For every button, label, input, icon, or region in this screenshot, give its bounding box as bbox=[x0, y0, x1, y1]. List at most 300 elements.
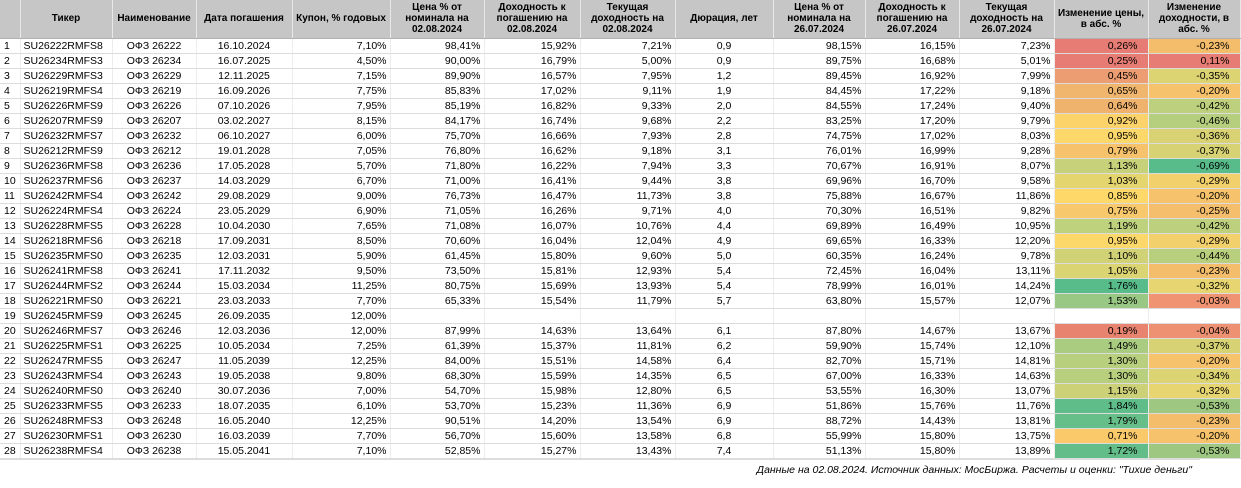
cell-ytm-0208: 16,79% bbox=[484, 53, 580, 68]
cell-price-change: 1,13% bbox=[1054, 158, 1148, 173]
cell-ticker: SU26233RMFS5 bbox=[20, 398, 112, 413]
cell-duration: 4,4 bbox=[675, 218, 773, 233]
cell-ticker: SU26246RMFS7 bbox=[20, 323, 112, 338]
cell-current-yield-0208: 9,11% bbox=[580, 83, 675, 98]
cell-ytm-0208: 16,66% bbox=[484, 128, 580, 143]
cell-yield-change: -0,42% bbox=[1148, 218, 1240, 233]
cell-current-yield-0208 bbox=[580, 308, 675, 323]
cell-row-index: 23 bbox=[0, 368, 20, 383]
cell-ytm-0208: 14,20% bbox=[484, 413, 580, 428]
cell-maturity-date: 17.09.2031 bbox=[196, 233, 292, 248]
cell-current-yield-2607: 9,79% bbox=[959, 113, 1054, 128]
cell-coupon: 6,70% bbox=[292, 173, 390, 188]
cell-bond-name: ОФЗ 26237 bbox=[112, 173, 196, 188]
cell-bond-name: ОФЗ 26238 bbox=[112, 443, 196, 458]
cell-current-yield-2607: 9,18% bbox=[959, 83, 1054, 98]
cell-coupon: 12,25% bbox=[292, 413, 390, 428]
cell-maturity-date: 14.03.2029 bbox=[196, 173, 292, 188]
cell-price-change: 0,85% bbox=[1054, 188, 1148, 203]
cell-ticker: SU26232RMFS7 bbox=[20, 128, 112, 143]
cell-duration: 6,5 bbox=[675, 383, 773, 398]
cell-yield-change: -0,34% bbox=[1148, 368, 1240, 383]
cell-duration: 2,2 bbox=[675, 113, 773, 128]
cell-coupon: 5,90% bbox=[292, 248, 390, 263]
cell-price-2607: 78,99% bbox=[773, 278, 865, 293]
cell-ytm-2607: 16,70% bbox=[865, 173, 959, 188]
cell-row-index: 28 bbox=[0, 443, 20, 458]
cell-ytm-2607: 14,67% bbox=[865, 323, 959, 338]
cell-price-0208: 80,75% bbox=[390, 278, 484, 293]
cell-current-yield-0208: 9,44% bbox=[580, 173, 675, 188]
cell-coupon: 7,10% bbox=[292, 38, 390, 53]
cell-bond-name: ОФЗ 26207 bbox=[112, 113, 196, 128]
table-row bbox=[0, 203, 1240, 218]
cell-maturity-date: 16.07.2025 bbox=[196, 53, 292, 68]
cell-current-yield-2607 bbox=[959, 308, 1054, 323]
cell-ticker: SU26230RMFS1 bbox=[20, 428, 112, 443]
cell-bond-name: ОФЗ 26233 bbox=[112, 398, 196, 413]
cell-price-0208: 54,70% bbox=[390, 383, 484, 398]
cell-price-0208: 84,00% bbox=[390, 353, 484, 368]
cell-current-yield-0208: 13,64% bbox=[580, 323, 675, 338]
table-row bbox=[0, 113, 1240, 128]
cell-price-change: 1,72% bbox=[1054, 443, 1148, 458]
cell-coupon: 11,25% bbox=[292, 278, 390, 293]
cell-ytm-0208: 16,74% bbox=[484, 113, 580, 128]
cell-coupon: 9,00% bbox=[292, 188, 390, 203]
header-price-change: Изменение цены, в абс. % bbox=[1054, 0, 1148, 38]
header-index bbox=[0, 0, 20, 38]
table-body bbox=[0, 38, 1240, 458]
cell-yield-change: -0,32% bbox=[1148, 383, 1240, 398]
cell-duration: 0,9 bbox=[675, 53, 773, 68]
cell-current-yield-0208: 7,94% bbox=[580, 158, 675, 173]
cell-ytm-0208: 15,80% bbox=[484, 248, 580, 263]
cell-duration: 4,0 bbox=[675, 203, 773, 218]
cell-coupon: 7,75% bbox=[292, 83, 390, 98]
cell-ytm-0208: 15,37% bbox=[484, 338, 580, 353]
cell-ticker: SU26240RMFS0 bbox=[20, 383, 112, 398]
cell-price-2607: 72,45% bbox=[773, 263, 865, 278]
cell-current-yield-0208: 14,35% bbox=[580, 368, 675, 383]
cell-ytm-2607: 17,20% bbox=[865, 113, 959, 128]
cell-maturity-date: 10.04.2030 bbox=[196, 218, 292, 233]
cell-ticker: SU26218RMFS6 bbox=[20, 233, 112, 248]
cell-current-yield-2607: 12,07% bbox=[959, 293, 1054, 308]
cell-bond-name: ОФЗ 26219 bbox=[112, 83, 196, 98]
cell-ticker: SU26212RMFS9 bbox=[20, 143, 112, 158]
cell-duration: 5,7 bbox=[675, 293, 773, 308]
cell-current-yield-2607: 9,82% bbox=[959, 203, 1054, 218]
cell-duration: 6,1 bbox=[675, 323, 773, 338]
cell-price-change: 0,92% bbox=[1054, 113, 1148, 128]
cell-ytm-0208: 16,82% bbox=[484, 98, 580, 113]
cell-price-change: 1,30% bbox=[1054, 368, 1148, 383]
cell-coupon: 6,00% bbox=[292, 128, 390, 143]
cell-ytm-2607: 16,51% bbox=[865, 203, 959, 218]
cell-bond-name: ОФЗ 26230 bbox=[112, 428, 196, 443]
cell-maturity-date: 15.03.2034 bbox=[196, 278, 292, 293]
cell-row-index: 8 bbox=[0, 143, 20, 158]
cell-price-change: 0,95% bbox=[1054, 128, 1148, 143]
cell-price-2607: 53,55% bbox=[773, 383, 865, 398]
cell-row-index: 6 bbox=[0, 113, 20, 128]
cell-row-index: 26 bbox=[0, 413, 20, 428]
cell-yield-change: -0,20% bbox=[1148, 188, 1240, 203]
cell-price-2607: 51,13% bbox=[773, 443, 865, 458]
cell-current-yield-0208: 9,60% bbox=[580, 248, 675, 263]
cell-price-2607: 69,65% bbox=[773, 233, 865, 248]
cell-price-change: 1,10% bbox=[1054, 248, 1148, 263]
cell-row-index: 12 bbox=[0, 203, 20, 218]
table-row bbox=[0, 428, 1240, 443]
cell-current-yield-0208: 13,93% bbox=[580, 278, 675, 293]
cell-maturity-date: 23.05.2029 bbox=[196, 203, 292, 218]
cell-price-0208: 71,08% bbox=[390, 218, 484, 233]
cell-price-2607: 70,67% bbox=[773, 158, 865, 173]
cell-price-0208: 76,73% bbox=[390, 188, 484, 203]
cell-current-yield-2607: 14,63% bbox=[959, 368, 1054, 383]
cell-ticker: SU26243RMFS4 bbox=[20, 368, 112, 383]
cell-coupon: 7,10% bbox=[292, 443, 390, 458]
cell-price-0208: 71,05% bbox=[390, 203, 484, 218]
cell-price-change: 0,95% bbox=[1054, 233, 1148, 248]
cell-bond-name: ОФЗ 26241 bbox=[112, 263, 196, 278]
cell-bond-name: ОФЗ 26218 bbox=[112, 233, 196, 248]
cell-duration: 3,8 bbox=[675, 188, 773, 203]
table-row bbox=[0, 128, 1240, 143]
cell-price-2607: 75,88% bbox=[773, 188, 865, 203]
cell-price-0208 bbox=[390, 308, 484, 323]
cell-current-yield-0208: 12,93% bbox=[580, 263, 675, 278]
cell-row-index: 22 bbox=[0, 353, 20, 368]
cell-current-yield-2607: 14,81% bbox=[959, 353, 1054, 368]
cell-row-index: 10 bbox=[0, 173, 20, 188]
table-row bbox=[0, 263, 1240, 278]
cell-price-2607: 89,75% bbox=[773, 53, 865, 68]
cell-price-2607: 60,35% bbox=[773, 248, 865, 263]
cell-coupon: 9,80% bbox=[292, 368, 390, 383]
cell-current-yield-0208: 7,95% bbox=[580, 68, 675, 83]
cell-coupon: 7,15% bbox=[292, 68, 390, 83]
cell-ticker: SU26235RMFS0 bbox=[20, 248, 112, 263]
cell-ticker: SU26207RMFS9 bbox=[20, 113, 112, 128]
cell-ytm-2607: 16,91% bbox=[865, 158, 959, 173]
cell-ytm-0208: 15,60% bbox=[484, 428, 580, 443]
cell-duration: 5,0 bbox=[675, 248, 773, 263]
cell-current-yield-0208: 9,71% bbox=[580, 203, 675, 218]
cell-current-yield-2607: 9,78% bbox=[959, 248, 1054, 263]
cell-row-index: 14 bbox=[0, 233, 20, 248]
cell-current-yield-2607: 14,24% bbox=[959, 278, 1054, 293]
cell-maturity-date: 17.05.2028 bbox=[196, 158, 292, 173]
cell-ytm-0208: 15,69% bbox=[484, 278, 580, 293]
cell-maturity-date: 16.09.2026 bbox=[196, 83, 292, 98]
cell-ytm-0208: 15,23% bbox=[484, 398, 580, 413]
cell-current-yield-0208: 7,93% bbox=[580, 128, 675, 143]
cell-price-2607: 63,80% bbox=[773, 293, 865, 308]
cell-yield-change: -0,23% bbox=[1148, 38, 1240, 53]
cell-yield-change: -0,20% bbox=[1148, 83, 1240, 98]
cell-duration: 6,9 bbox=[675, 413, 773, 428]
cell-coupon: 8,50% bbox=[292, 233, 390, 248]
header-ytm-0208: Доходность к погашению на 02.08.2024 bbox=[484, 0, 580, 38]
cell-bond-name: ОФЗ 26224 bbox=[112, 203, 196, 218]
cell-yield-change: -0,37% bbox=[1148, 338, 1240, 353]
cell-row-index: 3 bbox=[0, 68, 20, 83]
table-row bbox=[0, 383, 1240, 398]
cell-current-yield-2607: 13,67% bbox=[959, 323, 1054, 338]
cell-price-change: 1,84% bbox=[1054, 398, 1148, 413]
cell-price-0208: 87,99% bbox=[390, 323, 484, 338]
header-ytm-2607: Доходность к погашению на 26.07.2024 bbox=[865, 0, 959, 38]
cell-maturity-date: 16.03.2039 bbox=[196, 428, 292, 443]
cell-price-2607: 87,80% bbox=[773, 323, 865, 338]
cell-ytm-2607: 16,99% bbox=[865, 143, 959, 158]
cell-bond-name: ОФЗ 26228 bbox=[112, 218, 196, 233]
cell-current-yield-2607: 5,01% bbox=[959, 53, 1054, 68]
cell-coupon: 8,15% bbox=[292, 113, 390, 128]
cell-price-2607: 88,72% bbox=[773, 413, 865, 428]
cell-coupon: 7,70% bbox=[292, 428, 390, 443]
cell-price-2607: 84,45% bbox=[773, 83, 865, 98]
cell-current-yield-2607: 9,28% bbox=[959, 143, 1054, 158]
cell-ytm-2607: 15,74% bbox=[865, 338, 959, 353]
cell-price-2607: 83,25% bbox=[773, 113, 865, 128]
cell-price-change: 1,53% bbox=[1054, 293, 1148, 308]
cell-maturity-date: 12.03.2036 bbox=[196, 323, 292, 338]
cell-ytm-2607: 16,30% bbox=[865, 383, 959, 398]
cell-current-yield-0208: 11,73% bbox=[580, 188, 675, 203]
cell-current-yield-2607: 9,58% bbox=[959, 173, 1054, 188]
cell-coupon: 4,50% bbox=[292, 53, 390, 68]
cell-ytm-0208: 16,62% bbox=[484, 143, 580, 158]
cell-maturity-date: 19.05.2038 bbox=[196, 368, 292, 383]
cell-price-0208: 53,70% bbox=[390, 398, 484, 413]
cell-current-yield-2607: 13,89% bbox=[959, 443, 1054, 458]
table-row bbox=[0, 278, 1240, 293]
cell-price-2607: 74,75% bbox=[773, 128, 865, 143]
cell-yield-change: -0,23% bbox=[1148, 263, 1240, 278]
cell-row-index: 17 bbox=[0, 278, 20, 293]
cell-current-yield-2607: 7,23% bbox=[959, 38, 1054, 53]
table-row bbox=[0, 323, 1240, 338]
cell-bond-name: ОФЗ 26226 bbox=[112, 98, 196, 113]
cell-row-index: 5 bbox=[0, 98, 20, 113]
table-row bbox=[0, 353, 1240, 368]
cell-price-0208: 56,70% bbox=[390, 428, 484, 443]
cell-price-0208: 61,45% bbox=[390, 248, 484, 263]
cell-maturity-date: 18.07.2035 bbox=[196, 398, 292, 413]
cell-coupon: 7,00% bbox=[292, 383, 390, 398]
cell-current-yield-2607: 7,99% bbox=[959, 68, 1054, 83]
cell-ytm-0208: 14,63% bbox=[484, 323, 580, 338]
cell-ytm-2607: 16,04% bbox=[865, 263, 959, 278]
cell-yield-change: -0,37% bbox=[1148, 143, 1240, 158]
cell-ticker: SU26242RMFS4 bbox=[20, 188, 112, 203]
table-row bbox=[0, 293, 1240, 308]
cell-duration: 7,4 bbox=[675, 443, 773, 458]
cell-ytm-2607: 15,80% bbox=[865, 428, 959, 443]
cell-price-2607: 69,89% bbox=[773, 218, 865, 233]
cell-ticker: SU26244RMFS2 bbox=[20, 278, 112, 293]
table-row bbox=[0, 98, 1240, 113]
cell-duration: 3,8 bbox=[675, 173, 773, 188]
cell-ytm-2607: 16,24% bbox=[865, 248, 959, 263]
table-row bbox=[0, 188, 1240, 203]
cell-bond-name: ОФЗ 26242 bbox=[112, 188, 196, 203]
table-row bbox=[0, 53, 1240, 68]
table-row bbox=[0, 68, 1240, 83]
cell-coupon: 7,95% bbox=[292, 98, 390, 113]
cell-duration: 6,9 bbox=[675, 398, 773, 413]
cell-duration: 1,9 bbox=[675, 83, 773, 98]
cell-current-yield-0208: 9,68% bbox=[580, 113, 675, 128]
cell-coupon: 6,90% bbox=[292, 203, 390, 218]
cell-current-yield-0208: 10,76% bbox=[580, 218, 675, 233]
cell-current-yield-0208: 11,79% bbox=[580, 293, 675, 308]
cell-bond-name: ОФЗ 26235 bbox=[112, 248, 196, 263]
cell-ytm-0208: 15,54% bbox=[484, 293, 580, 308]
cell-price-change: 1,30% bbox=[1054, 353, 1148, 368]
cell-ytm-0208: 15,92% bbox=[484, 38, 580, 53]
cell-price-change: 0,64% bbox=[1054, 98, 1148, 113]
cell-yield-change: -0,46% bbox=[1148, 113, 1240, 128]
cell-current-yield-0208: 11,36% bbox=[580, 398, 675, 413]
cell-price-change: 0,71% bbox=[1054, 428, 1148, 443]
cell-price-0208: 85,83% bbox=[390, 83, 484, 98]
cell-bond-name: ОФЗ 26232 bbox=[112, 128, 196, 143]
cell-yield-change: -0,36% bbox=[1148, 128, 1240, 143]
cell-ytm-2607: 16,49% bbox=[865, 218, 959, 233]
cell-current-yield-2607: 8,03% bbox=[959, 128, 1054, 143]
cell-maturity-date: 06.10.2027 bbox=[196, 128, 292, 143]
cell-ytm-2607: 16,01% bbox=[865, 278, 959, 293]
cell-ytm-0208: 16,22% bbox=[484, 158, 580, 173]
cell-price-change: 1,49% bbox=[1054, 338, 1148, 353]
cell-row-index: 9 bbox=[0, 158, 20, 173]
cell-duration: 5,4 bbox=[675, 278, 773, 293]
cell-ticker: SU26219RMFS4 bbox=[20, 83, 112, 98]
cell-ticker: SU26226RMFS9 bbox=[20, 98, 112, 113]
cell-ytm-0208: 16,47% bbox=[484, 188, 580, 203]
cell-coupon: 7,65% bbox=[292, 218, 390, 233]
cell-price-2607: 59,90% bbox=[773, 338, 865, 353]
cell-row-index: 20 bbox=[0, 323, 20, 338]
cell-coupon: 12,00% bbox=[292, 323, 390, 338]
table-row bbox=[0, 413, 1240, 428]
header-row bbox=[0, 0, 1240, 38]
cell-duration: 2,8 bbox=[675, 128, 773, 143]
cell-yield-change: -0,29% bbox=[1148, 233, 1240, 248]
cell-duration: 1,2 bbox=[675, 68, 773, 83]
header-current-yield-0208: Текущая доходность на 02.08.2024 bbox=[580, 0, 675, 38]
cell-yield-change: -0,20% bbox=[1148, 353, 1240, 368]
cell-bond-name: ОФЗ 26234 bbox=[112, 53, 196, 68]
cell-current-yield-2607: 13,81% bbox=[959, 413, 1054, 428]
cell-current-yield-2607: 12,20% bbox=[959, 233, 1054, 248]
cell-row-index: 7 bbox=[0, 128, 20, 143]
cell-current-yield-0208: 13,43% bbox=[580, 443, 675, 458]
cell-duration: 4,9 bbox=[675, 233, 773, 248]
cell-price-2607: 84,55% bbox=[773, 98, 865, 113]
cell-ytm-0208: 15,59% bbox=[484, 368, 580, 383]
cell-price-0208: 71,80% bbox=[390, 158, 484, 173]
cell-maturity-date: 19.01.2028 bbox=[196, 143, 292, 158]
cell-price-change: 0,19% bbox=[1054, 323, 1148, 338]
cell-duration: 6,5 bbox=[675, 368, 773, 383]
header-yield-change: Изменение доходности, в абс. % bbox=[1148, 0, 1240, 38]
cell-coupon: 9,50% bbox=[292, 263, 390, 278]
table-row bbox=[0, 248, 1240, 263]
cell-maturity-date: 03.02.2027 bbox=[196, 113, 292, 128]
cell-price-2607: 89,45% bbox=[773, 68, 865, 83]
cell-current-yield-0208: 5,00% bbox=[580, 53, 675, 68]
cell-ytm-2607: 16,15% bbox=[865, 38, 959, 53]
cell-current-yield-0208: 11,81% bbox=[580, 338, 675, 353]
table-row bbox=[0, 38, 1240, 53]
cell-current-yield-0208: 13,58% bbox=[580, 428, 675, 443]
header-price-2607: Цена % от номинала на 26.07.2024 bbox=[773, 0, 865, 38]
cell-ticker: SU26241RMFS8 bbox=[20, 263, 112, 278]
cell-price-change: 1,19% bbox=[1054, 218, 1148, 233]
cell-row-index: 4 bbox=[0, 83, 20, 98]
table-row bbox=[0, 218, 1240, 233]
cell-duration: 6,8 bbox=[675, 428, 773, 443]
cell-bond-name: ОФЗ 26247 bbox=[112, 353, 196, 368]
cell-yield-change: -0,53% bbox=[1148, 443, 1240, 458]
cell-maturity-date: 26.09.2035 bbox=[196, 308, 292, 323]
cell-maturity-date: 30.07.2036 bbox=[196, 383, 292, 398]
cell-row-index: 25 bbox=[0, 398, 20, 413]
cell-bond-name: ОФЗ 26240 bbox=[112, 383, 196, 398]
cell-ytm-0208: 16,41% bbox=[484, 173, 580, 188]
cell-bond-name: ОФЗ 26229 bbox=[112, 68, 196, 83]
cell-ticker: SU26238RMFS4 bbox=[20, 443, 112, 458]
cell-price-0208: 61,39% bbox=[390, 338, 484, 353]
cell-row-index: 24 bbox=[0, 383, 20, 398]
cell-price-2607: 76,01% bbox=[773, 143, 865, 158]
cell-price-change: 1,05% bbox=[1054, 263, 1148, 278]
cell-ytm-2607: 14,43% bbox=[865, 413, 959, 428]
cell-current-yield-2607: 13,75% bbox=[959, 428, 1054, 443]
cell-price-2607: 70,30% bbox=[773, 203, 865, 218]
cell-current-yield-0208: 13,54% bbox=[580, 413, 675, 428]
cell-price-2607: 67,00% bbox=[773, 368, 865, 383]
header-name: Наименование bbox=[112, 0, 196, 38]
table-row bbox=[0, 368, 1240, 383]
cell-bond-name: ОФЗ 26225 bbox=[112, 338, 196, 353]
cell-price-change: 1,03% bbox=[1054, 173, 1148, 188]
cell-ytm-2607: 15,57% bbox=[865, 293, 959, 308]
cell-duration: 3,1 bbox=[675, 143, 773, 158]
cell-price-change: 1,15% bbox=[1054, 383, 1148, 398]
cell-maturity-date: 11.05.2039 bbox=[196, 353, 292, 368]
header-price-0208: Цена % от номинала на 02.08.2024 bbox=[390, 0, 484, 38]
cell-duration: 6,4 bbox=[675, 353, 773, 368]
cell-row-index: 15 bbox=[0, 248, 20, 263]
cell-price-0208: 89,90% bbox=[390, 68, 484, 83]
cell-ytm-2607: 16,33% bbox=[865, 233, 959, 248]
cell-duration bbox=[675, 308, 773, 323]
cell-duration: 3,3 bbox=[675, 158, 773, 173]
cell-price-2607: 55,99% bbox=[773, 428, 865, 443]
cell-price-0208: 75,70% bbox=[390, 128, 484, 143]
cell-yield-change: -0,25% bbox=[1148, 203, 1240, 218]
cell-ticker: SU26222RMFS8 bbox=[20, 38, 112, 53]
cell-duration: 2,0 bbox=[675, 98, 773, 113]
cell-ytm-0208: 15,98% bbox=[484, 383, 580, 398]
